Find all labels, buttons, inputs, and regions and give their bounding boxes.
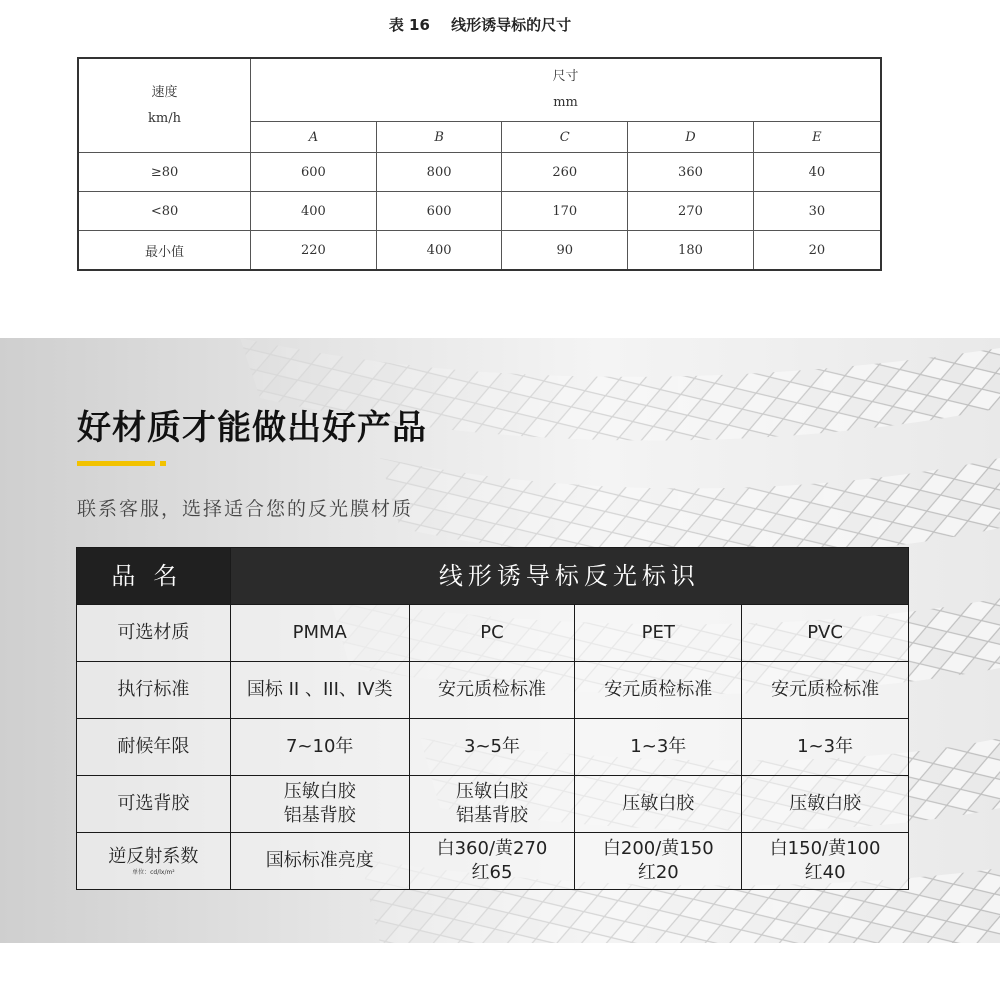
table-cell: 20 [753,231,881,271]
column-header: D [628,122,754,153]
headline: 好材质才能做出好产品 [77,408,427,448]
size-header-unit: mm [553,95,578,110]
table-cell: 270 [628,192,754,231]
unit-note: 单位：cd/lx/m² [132,869,175,876]
table-cell: 400 [251,192,377,231]
size-header-label: 尺寸 [552,69,579,84]
cell-line: 铝基背胶 [456,805,528,826]
table-cell: PC [409,605,575,662]
table-cell [409,776,575,833]
table-row [77,662,909,719]
table-cell: 1~3年 [575,719,742,776]
table-cell: 安元质检标准 [409,662,575,719]
table-cell: 安元质检标准 [742,662,909,719]
table-cell: PVC [742,605,909,662]
row-label: 可选背胶 [77,776,231,833]
table-cell [575,833,742,890]
row-label: 执行标准 [77,662,231,719]
cell-line: 压敏白胶 [283,781,356,802]
spec-header-row [77,548,909,605]
cell-line: 红40 [804,862,846,883]
speed-header-unit: km/h [148,110,182,126]
table-cell: 170 [502,192,628,231]
table-cell: 安元质检标准 [575,662,742,719]
table-cell [230,776,409,833]
column-header: A [251,122,377,153]
speed-header-label: 速度 [151,84,178,100]
cell-line: 压敏白胶 [456,781,528,802]
row-label-with-unit [77,833,231,890]
table-cell: PMMA [230,605,409,662]
product-name: 线形诱导标反光标识 [230,548,908,605]
material-spec-table [76,547,909,890]
speed-header [78,58,251,153]
table-cell: 国标标准亮度 [230,833,409,890]
table-cell [742,833,909,890]
table-cell: 220 [251,231,377,271]
table-row [78,192,881,231]
table-cell: 90 [502,231,628,271]
row-label: 最小值 [78,231,251,271]
table-row [77,605,909,662]
column-header: B [376,122,502,153]
table-cell: 600 [251,153,377,192]
accent-dot [160,461,166,466]
row-label: ≥80 [78,153,251,192]
product-name-label: 品名 [77,548,231,605]
cell-line: 红65 [471,862,513,883]
table-title: 线形诱导标的尺寸 [451,16,572,34]
row-label: 逆反射系数 [108,846,199,867]
cell-line: 白150/黄100 [769,838,881,859]
table-cell: 800 [376,153,502,192]
cell-line: 白200/黄150 [602,838,714,859]
cell-line: 铝基背胶 [283,805,356,826]
accent-bar [77,461,155,466]
table-caption [0,14,960,35]
table-cell: 40 [753,153,881,192]
table-cell: 30 [753,192,881,231]
table-row [77,776,909,833]
cell-line: 红20 [637,862,679,883]
table-cell: 国标 II 、III、IV类 [230,662,409,719]
table-cell: 7~10年 [230,719,409,776]
table-cell: 3~5年 [409,719,575,776]
dimension-table [77,57,882,271]
row-label: 耐候年限 [77,719,231,776]
table-row [77,833,909,890]
row-label: 可选材质 [77,605,231,662]
table-row [77,719,909,776]
table-cell: 压敏白胶 [575,776,742,833]
row-label: <80 [78,192,251,231]
size-header [251,58,881,122]
subheadline: 联系客服，选择适合您的反光膜材质 [77,498,414,520]
table-cell: 400 [376,231,502,271]
table-cell: 1~3年 [742,719,909,776]
cell-line: 白360/黄270 [436,838,548,859]
table-row [78,153,881,192]
table-cell: PET [575,605,742,662]
table-cell: 600 [376,192,502,231]
table-cell: 260 [502,153,628,192]
table-number: 表 16 [388,16,430,34]
table-row [78,231,881,271]
table-cell: 360 [628,153,754,192]
table-cell: 压敏白胶 [742,776,909,833]
table-cell: 180 [628,231,754,271]
table-cell [409,833,575,890]
column-header: E [753,122,881,153]
column-header: C [502,122,628,153]
